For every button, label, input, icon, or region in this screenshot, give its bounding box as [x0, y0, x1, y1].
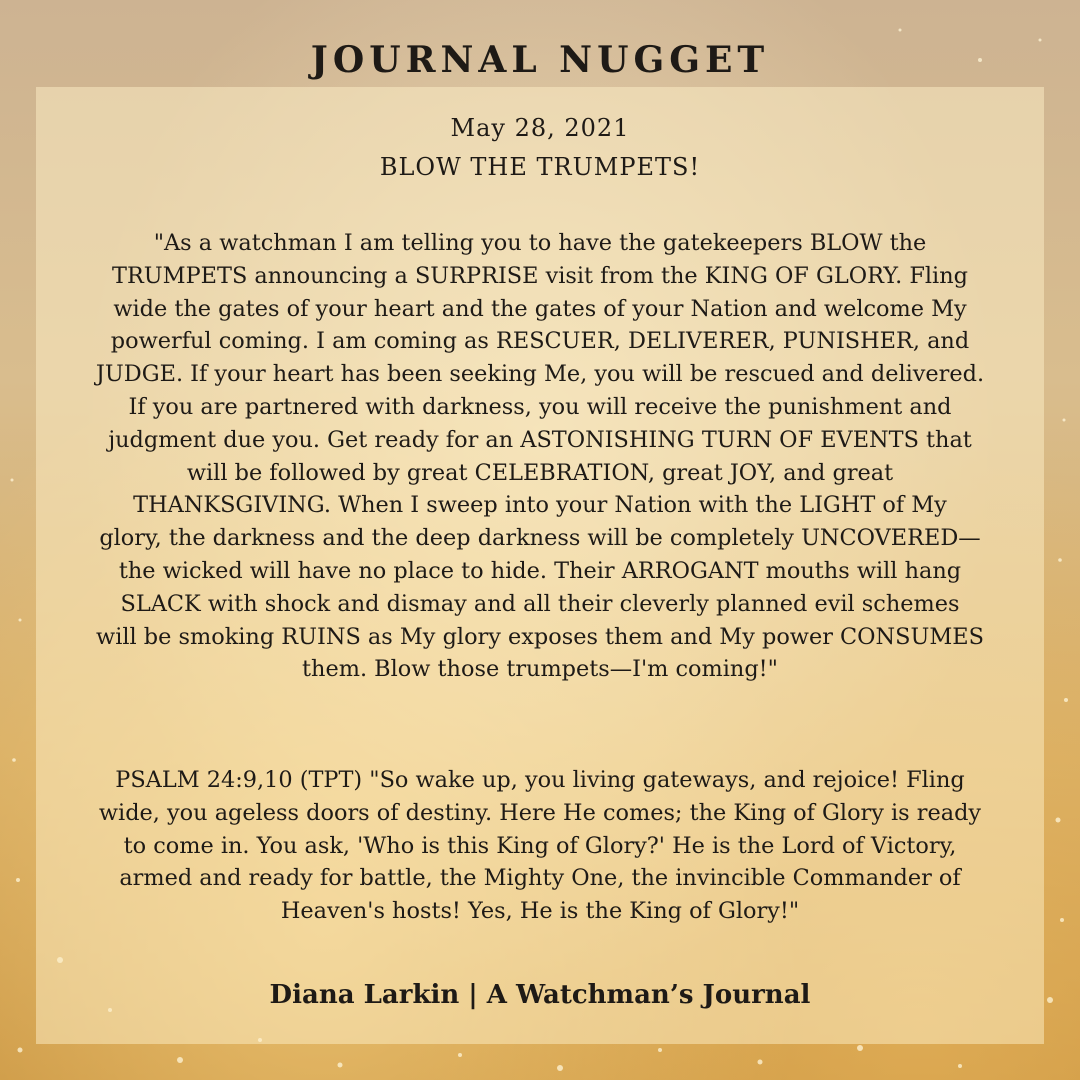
- journal-heading: JOURNAL NUGGET: [310, 39, 770, 81]
- entry-title: BLOW THE TRUMPETS!: [379, 153, 701, 181]
- author-signature: Diana Larkin | A Watchman’s Journal: [269, 980, 811, 1010]
- journal-card: [36, 87, 1044, 1044]
- scripture-passage: PSALM 24:9,10 (TPT) "So wake up, you living gateways, and rejoice! Fling wide, you ageless doors of destiny. Here He comes; the King of Glory is ready to come in. You ask, 'Who is this King of Glory?' He is the Lord of Victory, armed and ready for battle, the Mighty One, the invincible Commander of Heaven's hosts! Yes, He is the King of Glory!": [98, 767, 982, 925]
- entry-quote: "As a watchman I am telling you to have the gatekeepers BLOW the TRUMPETS announcing a SURPRISE visit from the KING OF GLORY. Fling wide the gates of your heart and the gates of your Nation and welcome My powerful coming. I am coming as RESCUER, DELIVERER, PUNISHER, and JUDGE. If your heart has been seeking Me, you will be rescued and delivered. If you are partnered with darkness, you will receive the punishment and judgment due you. Get ready for an ASTONISHING TURN OF EVENTS that will be followed by great CELEBRATION, great JOY, and great THANKSGIVING. When I sweep into your Nation with the LIGHT of My glory, the darkness and the deep darkness will be completely UNCOVERED— the wicked will have no place to hide. Their ARROGANT mouths will hang SLACK with shock and dismay and all their cleverly planned evil schemes will be smoking RUINS as My glory exposes them and My power CONSUMES them. Blow those trumpets—I'm coming!": [95, 230, 985, 683]
- entry-date: May 28, 2021: [450, 114, 630, 142]
